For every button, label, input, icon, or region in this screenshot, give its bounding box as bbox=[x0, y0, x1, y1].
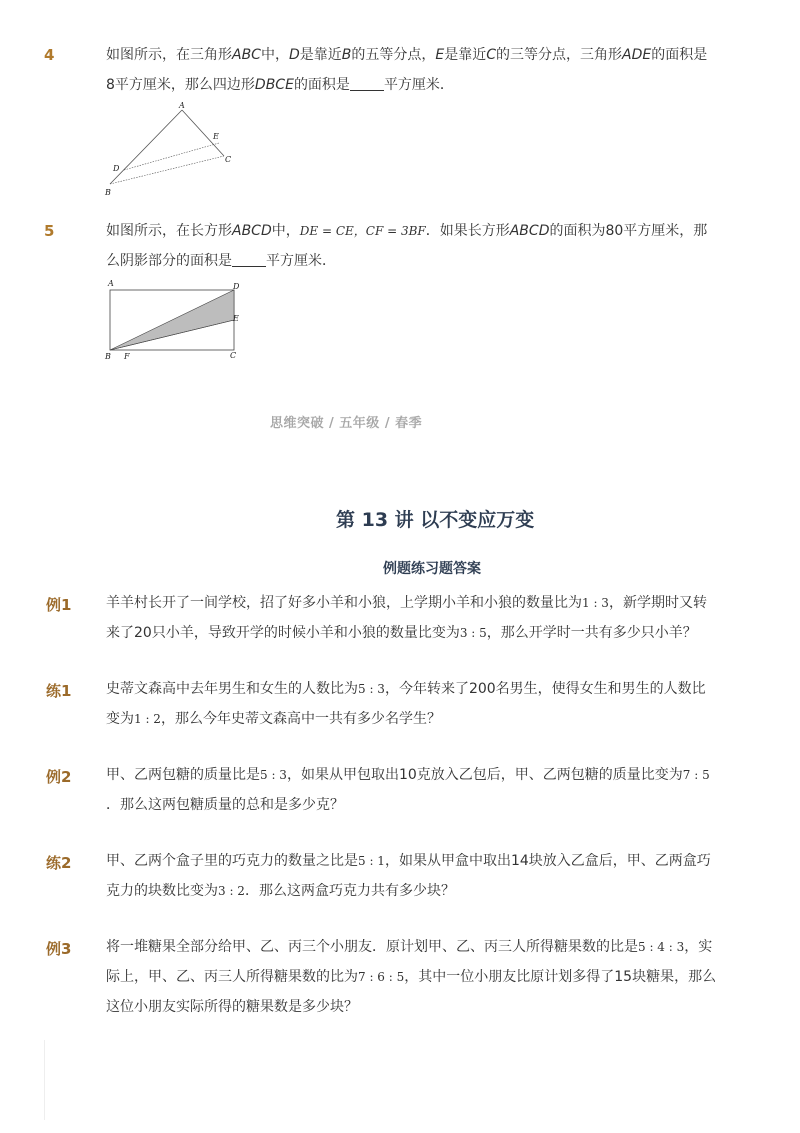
problem-5-text bbox=[106, 216, 726, 276]
label-E: E bbox=[213, 132, 219, 141]
label-A: A bbox=[108, 279, 114, 288]
label-B: B bbox=[105, 352, 111, 361]
problem-5-number: 5 bbox=[44, 222, 55, 240]
label-D: D bbox=[113, 164, 120, 173]
item-label: 例3 bbox=[46, 940, 72, 958]
item-text: 将一堆糖果全部分给甲、乙、丙三个小朋友．原计划甲、乙、丙三人所得糖果数的比是5 : 4 : 3，实 际上，甲、乙、丙三人所得糖果数的比为7 : 6 : 5，其中一位小朋友比原计划多得了15块糖果，那么 这位小朋友实际所得的糖果数是多少块？ bbox=[106, 939, 717, 1015]
label-D: D bbox=[233, 282, 240, 291]
label-C: C bbox=[230, 351, 237, 360]
page-footer: 思维突破 / 五年级 / 春季 bbox=[270, 416, 423, 431]
item-text: 甲、乙两包糖的质量比是5 : 3，如果从甲包取出10克放入乙包后，甲、乙两包糖的质量比变为7 : 5 ．那么这两包糖质量的总和是多少克？ bbox=[106, 767, 710, 813]
item-text: 史蒂文森高中去年男生和女生的人数比为5 : 3，今年转来了200名男生，使得女生和男生的人数比 变为1 : 2，那么今年史蒂文森高中一共有多少名学生？ bbox=[106, 681, 706, 727]
item-text: 甲、乙两个盒子里的巧克力的数量之比是5 : 1，如果从甲盒中取出14块放入乙盒后，甲、乙两盒巧 克力的块数比变为3 : 2．那么这两盒巧克力共有多少块？ bbox=[106, 853, 711, 899]
problem-4-text bbox=[106, 40, 726, 100]
rectangle-figure bbox=[102, 278, 252, 366]
margin-rule bbox=[44, 1040, 45, 1120]
problem-4-number: 4 bbox=[44, 46, 55, 64]
label-E: E bbox=[233, 314, 239, 323]
label-F: F bbox=[124, 352, 130, 361]
lecture-title: 第 13 讲 以不变应万变 bbox=[336, 509, 535, 531]
label-C: C bbox=[225, 155, 232, 164]
answer-blank bbox=[232, 252, 266, 267]
shaded-region bbox=[110, 290, 234, 350]
problem-4-line-1: 如图所示，在三角形ABC中，D是靠近B的五等分点，E是靠近C的三等分点，三角形ADE的面积是 bbox=[106, 47, 708, 63]
answer-blank bbox=[350, 76, 384, 91]
problem-4-line-2: 8平方厘米，那么四边形DBCE的面积是 平方厘米． bbox=[106, 77, 454, 93]
problem-5-line-1: 如图所示，在长方形ABCD中，DE = CE，CF = 3BF．如果长方形ABCD的面积为80平方厘米，那 bbox=[106, 223, 708, 239]
triangle-figure bbox=[100, 100, 240, 200]
item-label: 练1 bbox=[46, 682, 72, 700]
item-text: 羊羊村长开了一间学校，招了好多小羊和小狼，上学期小羊和小狼的数量比为1 : 3，新学期时又转 来了20只小羊，导致开学的时候小羊和小狼的数量比变为3 : 5，那么开学时一共有多少只小羊？ bbox=[106, 595, 707, 641]
item-label: 例2 bbox=[46, 768, 72, 786]
label-B: B bbox=[105, 188, 111, 197]
problem-5-line-2: 么阴影部分的面积是 平方厘米． bbox=[106, 253, 336, 269]
section-title: 例题练习题答案 bbox=[383, 561, 481, 577]
item-label: 练2 bbox=[46, 854, 72, 872]
label-A: A bbox=[179, 101, 185, 110]
item-label: 例1 bbox=[46, 596, 72, 614]
